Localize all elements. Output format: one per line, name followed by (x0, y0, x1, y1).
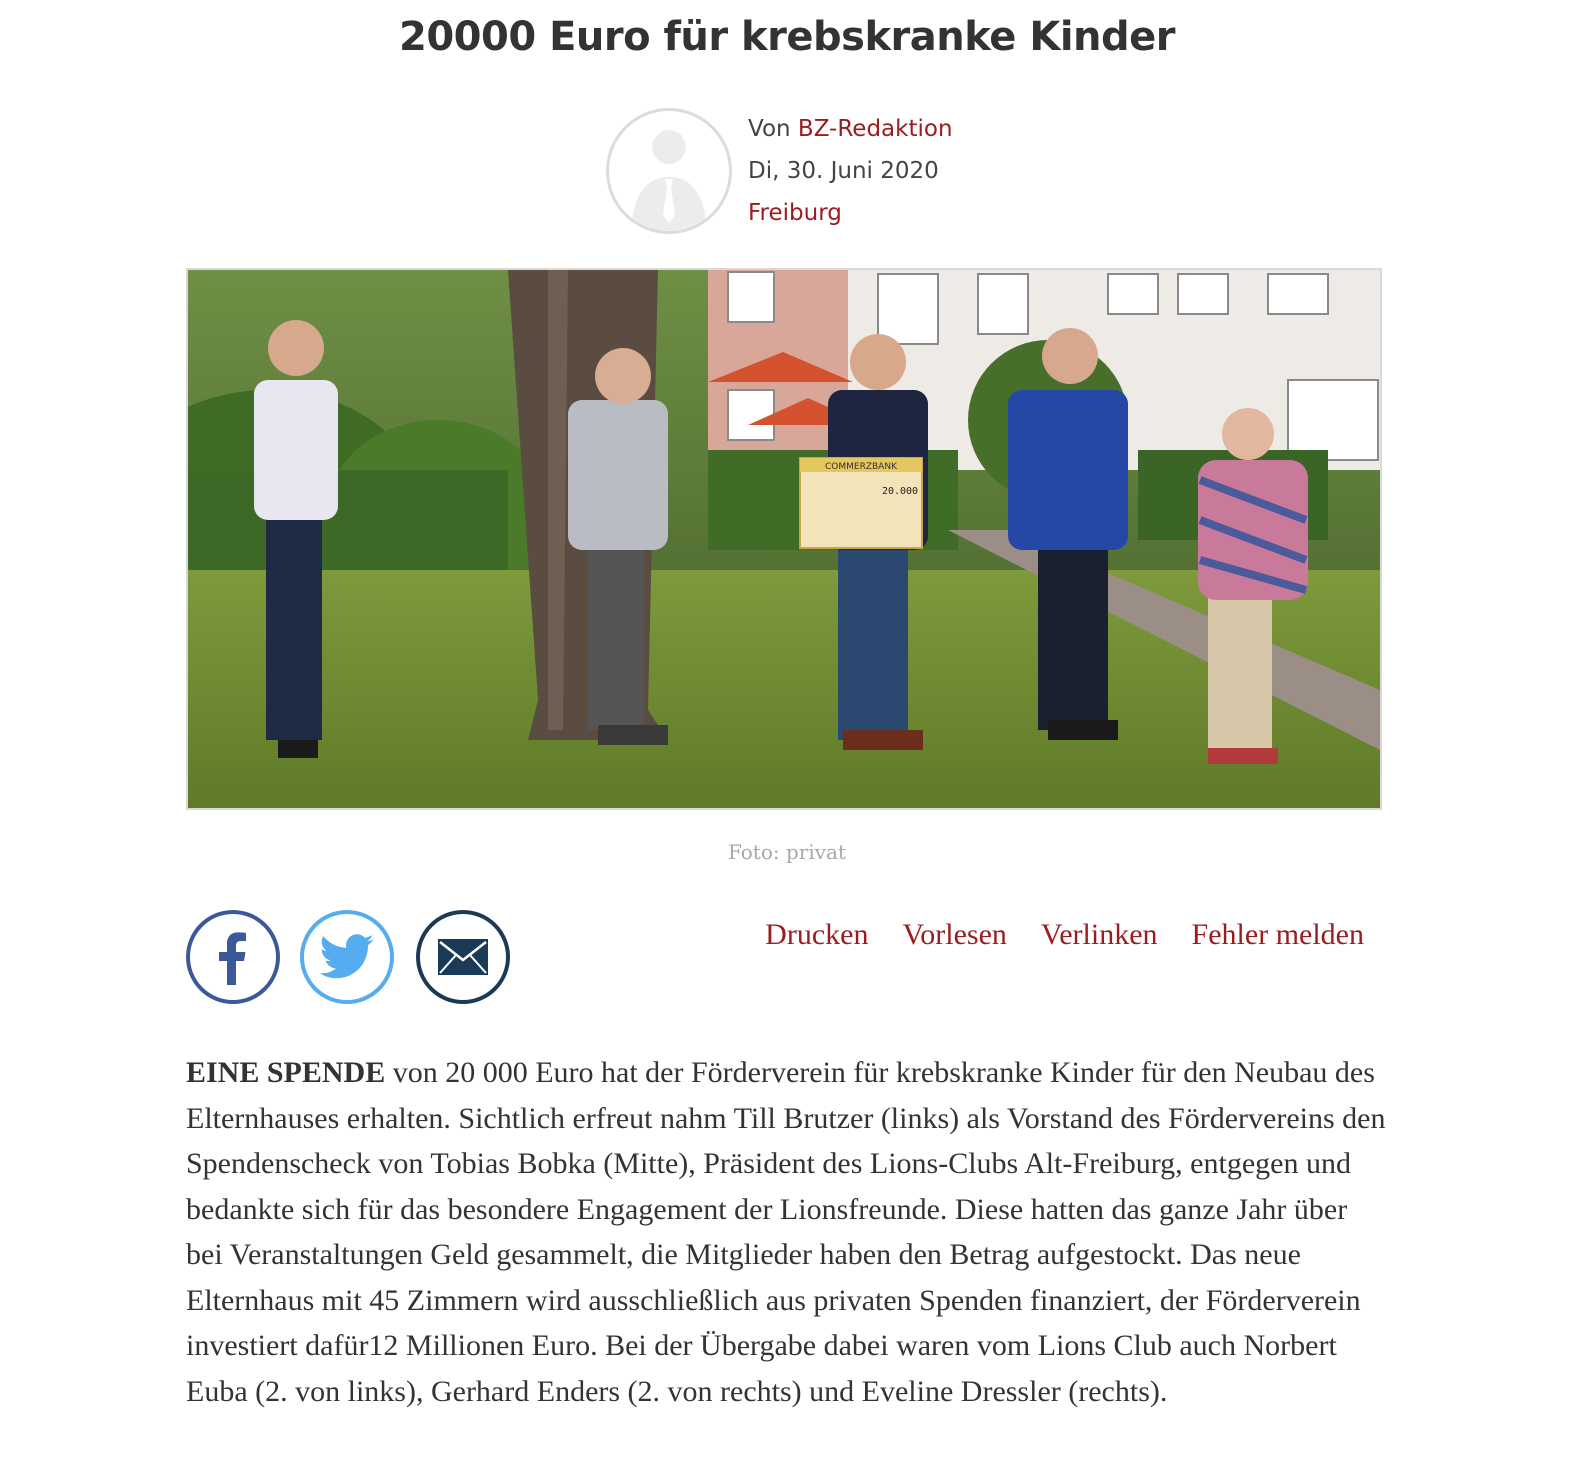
facebook-icon (208, 929, 258, 985)
publish-date: Di, 30. Juni 2020 (748, 158, 939, 184)
twitter-icon (319, 934, 375, 980)
article-text: von 20 000 Euro hat der Förderverein für krebskranke Kinder für den Neubau des Elternhauses erhalten. Sichtlich erfreut nahm Till Brutzer (links) als Vorstand des Fördervereins den Spendenscheck von Tobias Bobka (Mitte), Präsident des Lions-Clubs Alt-Freiburg, entgegen und bedankte sich für das besondere Engagement der Lionsfreunde. Diese hatten das ganze Jahr über bei Veranstaltungen Geld gesammelt, die Mitglieder haben den Betrag aufgestockt. Das neue Elternhaus mit 45 Zimmern wird ausschließlich aus privaten Spenden finanziert, der Förderverein investiert dafür12 Millionen Euro. Bei der Übergabe dabei waren vom Lions Club auch Norbert Euba (2. von links), Gerhard Enders (2. von rechts) und Eveline Dressler (rechts). (186, 1056, 1386, 1408)
photo-caption: Foto: privat (727, 840, 847, 864)
article-lead: EINE SPENDE (186, 1056, 386, 1089)
share-facebook-button[interactable] (186, 910, 280, 1004)
print-link[interactable]: Drucken (765, 918, 869, 951)
share-twitter-button[interactable] (300, 910, 394, 1004)
byline (748, 110, 953, 152)
report-error-link[interactable]: Fehler melden (1191, 918, 1364, 951)
read-aloud-link[interactable]: Vorlesen (902, 918, 1007, 951)
share-mail-button[interactable] (416, 910, 510, 1004)
location-link[interactable]: Freiburg (748, 200, 842, 226)
article-body (186, 1050, 1386, 1414)
article-title: 20000 Euro für krebskranke Kinder (399, 14, 1175, 60)
article-actions (765, 918, 1364, 952)
cheque-amount: 20.000 (881, 486, 919, 497)
byline-prefix: Von (748, 116, 791, 142)
article-photo (186, 268, 1382, 810)
person-silhouette-icon (609, 111, 729, 231)
cheque-bank: COMMERZBANK (825, 462, 897, 472)
author-avatar (606, 108, 732, 234)
article-meta (748, 110, 953, 236)
group-photo-illustration (188, 270, 1380, 808)
author-link[interactable]: BZ-Redaktion (797, 116, 953, 142)
mail-icon (438, 939, 488, 975)
link-link[interactable]: Verlinken (1040, 918, 1158, 951)
